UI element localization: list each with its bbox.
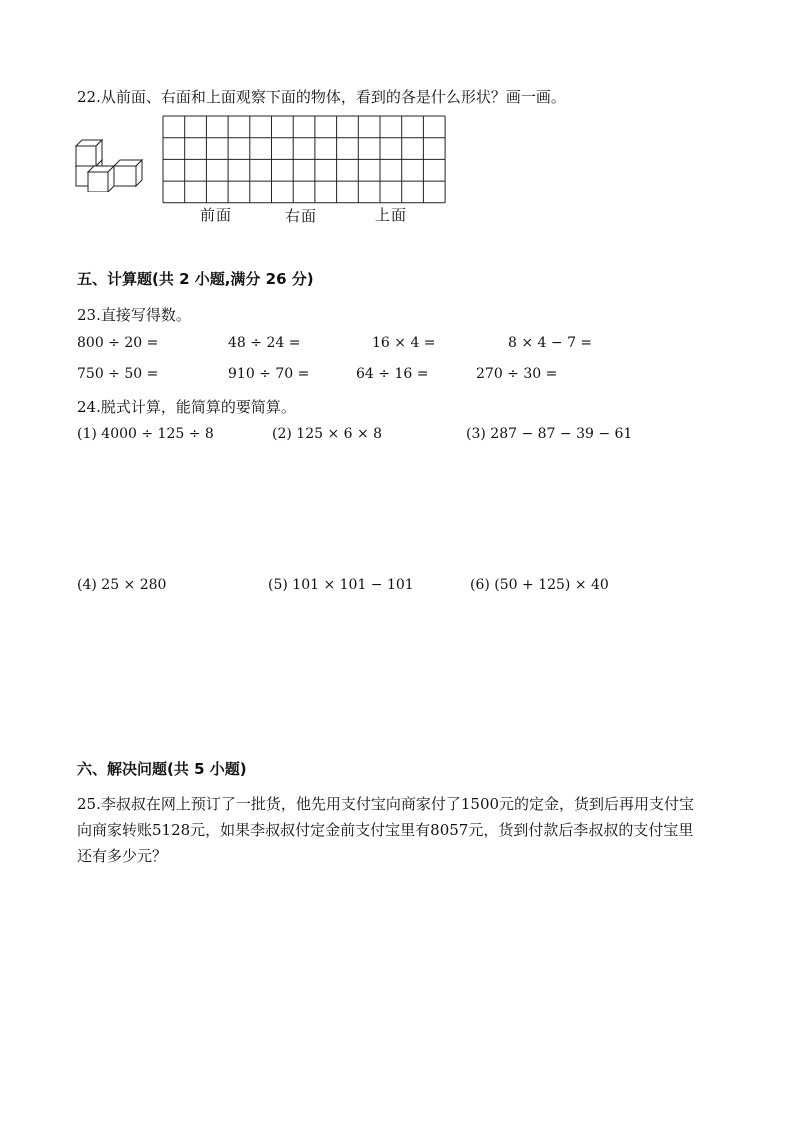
stepwise-calc-item: (2) 125 × 6 × 8	[272, 426, 383, 442]
oral-calc-item: 910 ÷ 70 =	[228, 366, 310, 382]
oral-calc-item: 800 ÷ 20 =	[77, 335, 159, 351]
stacked-cubes-icon	[74, 136, 148, 192]
question-25-line: 还有多少元？	[77, 847, 168, 865]
stepwise-calc-item: (6) (50 + 125) × 40	[470, 577, 609, 593]
question-22-text: 22.从前面、右面和上面观察下面的物体，看到的各是什么形状？画一画。	[77, 88, 566, 106]
oral-calc-item: 64 ÷ 16 =	[356, 366, 429, 382]
oral-calc-item: 48 ÷ 24 =	[228, 335, 301, 351]
stepwise-calc-item: (4) 25 × 280	[77, 577, 167, 593]
drawing-grid[interactable]	[162, 115, 446, 204]
view-label-right: 右面	[285, 207, 318, 225]
section-6-title: 六、解决问题(共 5 小题)	[77, 760, 247, 778]
stepwise-calc-item: (1) 4000 ÷ 125 ÷ 8	[77, 426, 214, 442]
stepwise-calc-item: (5) 101 × 101 − 101	[268, 577, 414, 593]
stepwise-calc-item: (3) 287 − 87 − 39 − 61	[466, 426, 633, 442]
question-25-line: 向商家转账5128元，如果李叔叔付定金前支付宝里有8057元，货到付款后李叔叔的支付宝里	[77, 821, 694, 839]
section-5-title: 五、计算题(共 2 小题,满分 26 分)	[77, 270, 314, 288]
oral-calc-item: 270 ÷ 30 =	[476, 366, 558, 382]
question-25-line: 25.李叔叔在网上预订了一批货，他先用支付宝向商家付了1500元的定金，货到后再用支付宝	[77, 795, 695, 813]
question-24-text: 24.脱式计算，能简算的要简算。	[77, 398, 296, 416]
oral-calc-item: 750 ÷ 50 =	[77, 366, 159, 382]
question-23-text: 23.直接写得数。	[77, 306, 191, 324]
view-label-front: 前面	[200, 206, 233, 224]
question-25-text	[77, 791, 727, 869]
view-label-top: 上面	[375, 206, 408, 224]
oral-calc-item: 16 × 4 =	[372, 335, 436, 351]
oral-calc-item: 8 × 4 − 7 =	[508, 335, 593, 351]
